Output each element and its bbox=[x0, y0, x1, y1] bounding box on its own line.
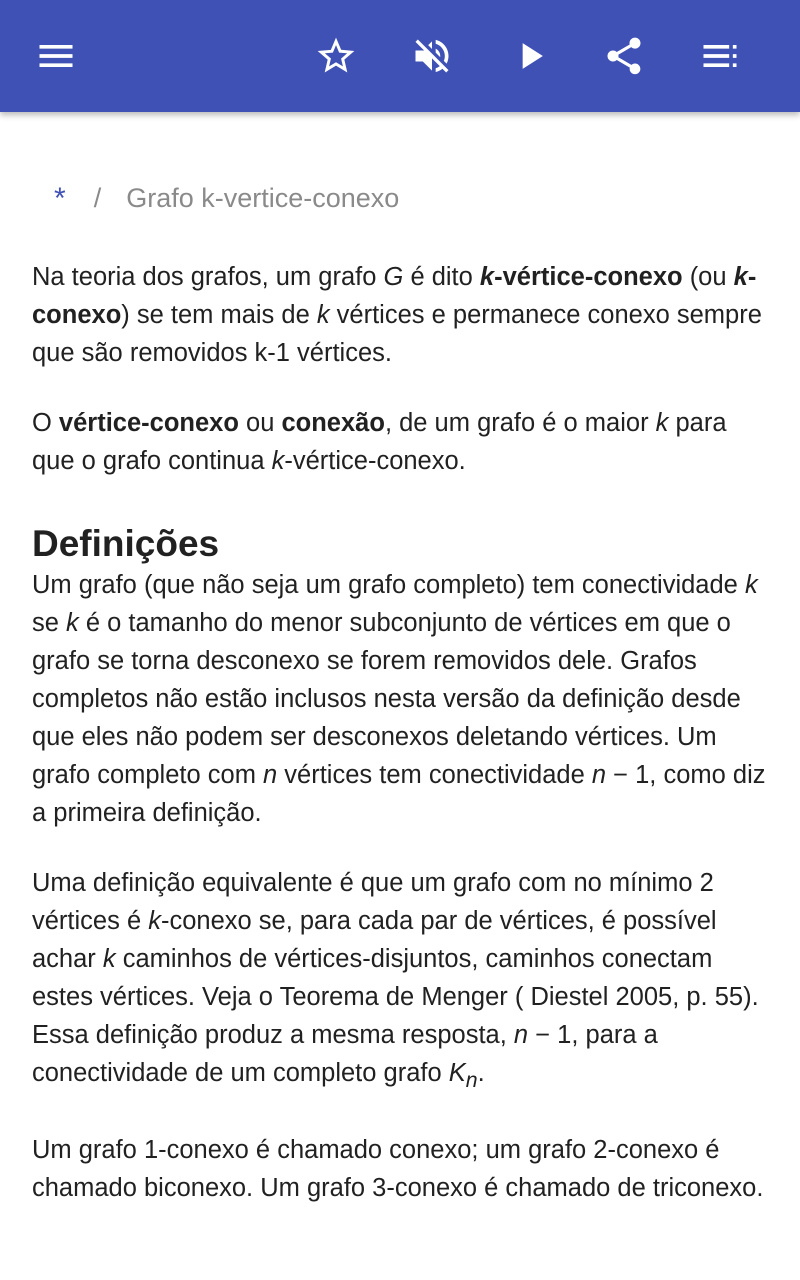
article-content bbox=[32, 160, 772, 1207]
share-button[interactable] bbox=[596, 28, 652, 84]
app-bar bbox=[0, 0, 800, 112]
naming-paragraph: Um grafo 1-conexo é chamado conexo; um grafo 2-conexo é chamado biconexo. Um grafo 3-conexo é chamado de triconexo. bbox=[32, 1136, 764, 1203]
breadcrumb-root-link[interactable]: * bbox=[54, 182, 66, 215]
breadcrumb bbox=[32, 160, 772, 236]
volume-off-icon bbox=[410, 34, 454, 78]
menu-button[interactable] bbox=[28, 28, 84, 84]
definition-paragraph: Um grafo (que não seja um grafo completo) tem conectividade k se k é o tamanho do menor subconjunto de vértices em que o grafo se torna desconexo se forem removidos dele. Grafos completos não estão inclusos nesta versão da definição desde que eles não podem ser desconexos deletando vértices. Um grafo completo com n vértices tem conectividade n − 1, como diz a primeira definição. bbox=[32, 571, 766, 827]
intro-paragraph: Na teoria dos grafos, um grafo G é dito k-vértice-conexo (ou k-conexo) se tem mais de k vértices e permanece conexo sempre que são removidos k-1 vértices. bbox=[32, 263, 762, 367]
connectivity-paragraph: O vértice-conexo ou conexão, de um grafo é o maior k para que o grafo continua k-vértice-conexo. bbox=[32, 409, 727, 475]
breadcrumb-separator: / bbox=[93, 182, 102, 213]
list-icon bbox=[698, 34, 742, 78]
breadcrumb-current: Grafo k-vertice-conexo bbox=[126, 182, 400, 213]
equivalent-definition-paragraph: Uma definição equivalente é que um grafo com no mínimo 2 vértices é k-conexo se, para cada par de vértices, é possível achar k caminhos de vértices-disjuntos, caminhos conectam estes vértices. Veja o Teorema de Menger ( Diestel 2005, p. 55). Essa definição produz a mesma resposta, n − 1, para a conectividade de um completo grafo $K_n$. bbox=[32, 869, 759, 1093]
mute-button[interactable] bbox=[404, 28, 460, 84]
bookmark-button[interactable] bbox=[308, 28, 364, 84]
star-outline-icon bbox=[314, 34, 358, 78]
menu-icon bbox=[34, 34, 78, 78]
share-icon bbox=[602, 34, 646, 78]
section-heading-definitions: Definições bbox=[32, 523, 220, 564]
contents-button[interactable] bbox=[692, 28, 748, 84]
play-icon bbox=[508, 34, 552, 78]
play-button[interactable] bbox=[502, 28, 558, 84]
